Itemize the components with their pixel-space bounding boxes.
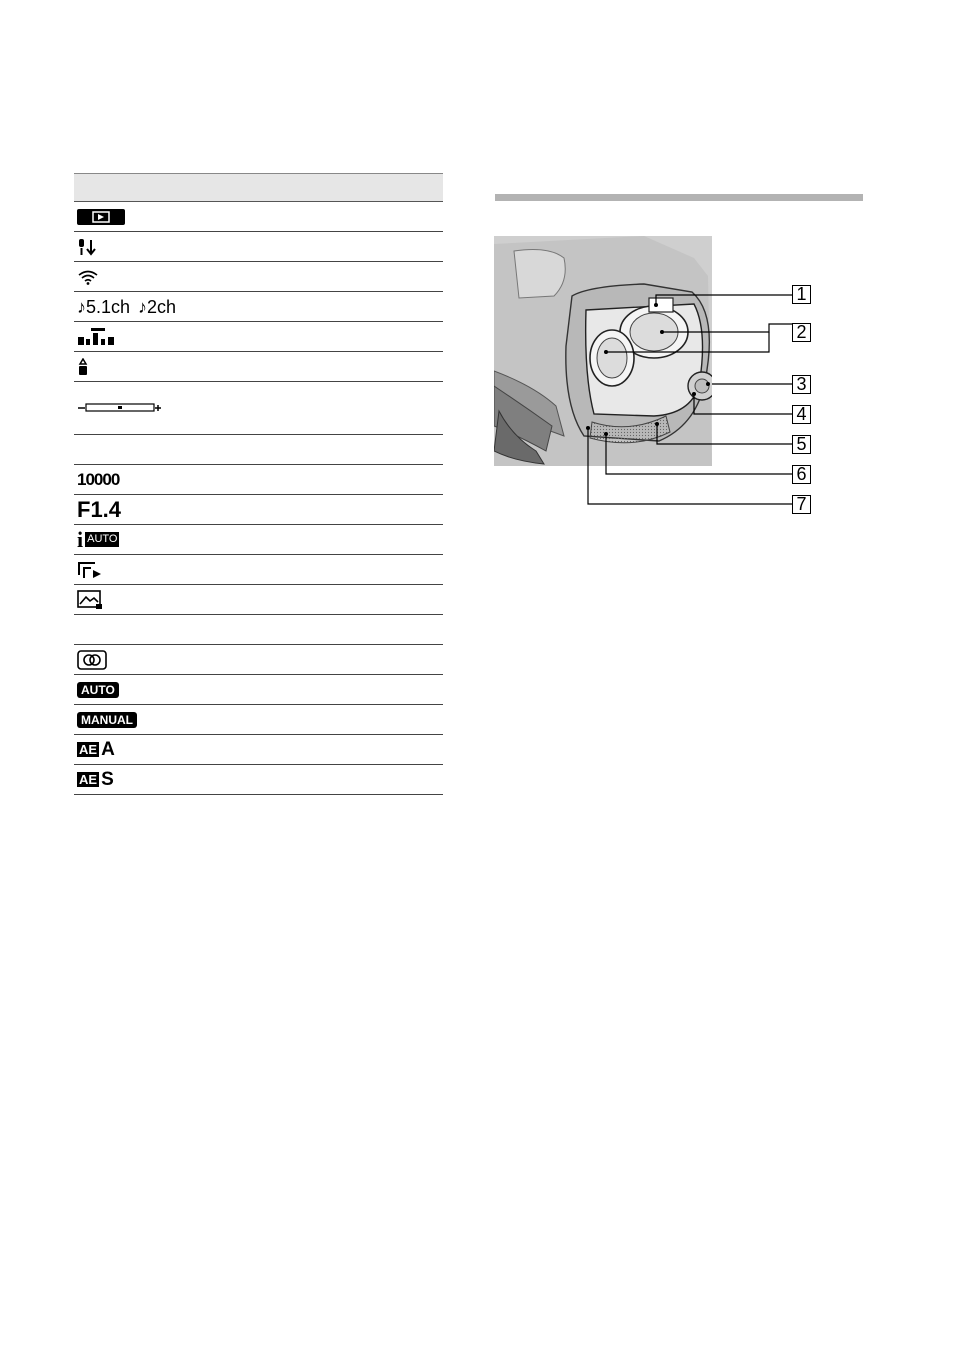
audio-2ch-label: ♪2ch xyxy=(138,296,177,317)
ae-shutter-letter: S xyxy=(101,769,114,790)
table-row xyxy=(74,555,443,585)
callout-4: 4 xyxy=(792,405,811,424)
auto-badge: AUTO xyxy=(77,682,119,698)
table-row xyxy=(74,322,443,352)
wind-noise-icon xyxy=(77,358,89,376)
manual-badge: MANUAL xyxy=(77,712,137,728)
table-row xyxy=(74,675,443,705)
camera-drawing xyxy=(494,236,824,526)
table-row xyxy=(74,262,443,292)
callout-5: 5 xyxy=(792,435,811,454)
table-row xyxy=(74,495,443,525)
callout-6: 6 xyxy=(792,465,811,484)
camera-front-illustration xyxy=(494,236,824,526)
callout-7: 7 xyxy=(792,495,811,514)
table-row xyxy=(74,585,443,615)
ae-aperture-letter: A xyxy=(101,739,115,760)
audio-5-1ch-label: ♪5.1ch xyxy=(77,296,131,317)
ae-badge: AE xyxy=(79,772,98,787)
wireless-icon xyxy=(77,269,99,285)
table-row xyxy=(74,202,443,232)
intelligent-auto-badge: AUTO xyxy=(87,533,118,545)
callout-1: 1 xyxy=(792,285,811,304)
playback-icon xyxy=(77,561,105,579)
shutter-speed-value: 10000 xyxy=(77,470,120,489)
table-row xyxy=(74,525,443,555)
exposure-scale-icon xyxy=(77,402,163,414)
table-row xyxy=(74,232,443,262)
mic-level-icon xyxy=(77,238,99,256)
section-header-bar xyxy=(495,194,863,201)
table-row xyxy=(74,352,443,382)
table-row xyxy=(74,735,443,765)
table-row xyxy=(74,765,443,795)
surround-icon xyxy=(77,327,117,347)
ae-badge: AE xyxy=(79,742,98,757)
table-row xyxy=(74,292,443,322)
aperture-value: F1.4 xyxy=(77,496,122,522)
table-row xyxy=(74,382,443,435)
indicator-table xyxy=(74,173,443,795)
play-mode-icon xyxy=(77,209,125,225)
picture-icon xyxy=(77,590,103,610)
callout-3: 3 xyxy=(792,375,811,394)
table-row xyxy=(74,645,443,675)
callout-2: 2 xyxy=(792,323,811,342)
table-header xyxy=(74,173,443,202)
table-row xyxy=(74,435,443,465)
table-row xyxy=(74,465,443,495)
intelligent-auto-i: i xyxy=(77,526,84,552)
convergence-icon xyxy=(77,650,107,670)
table-row xyxy=(74,615,443,645)
table-row xyxy=(74,705,443,735)
